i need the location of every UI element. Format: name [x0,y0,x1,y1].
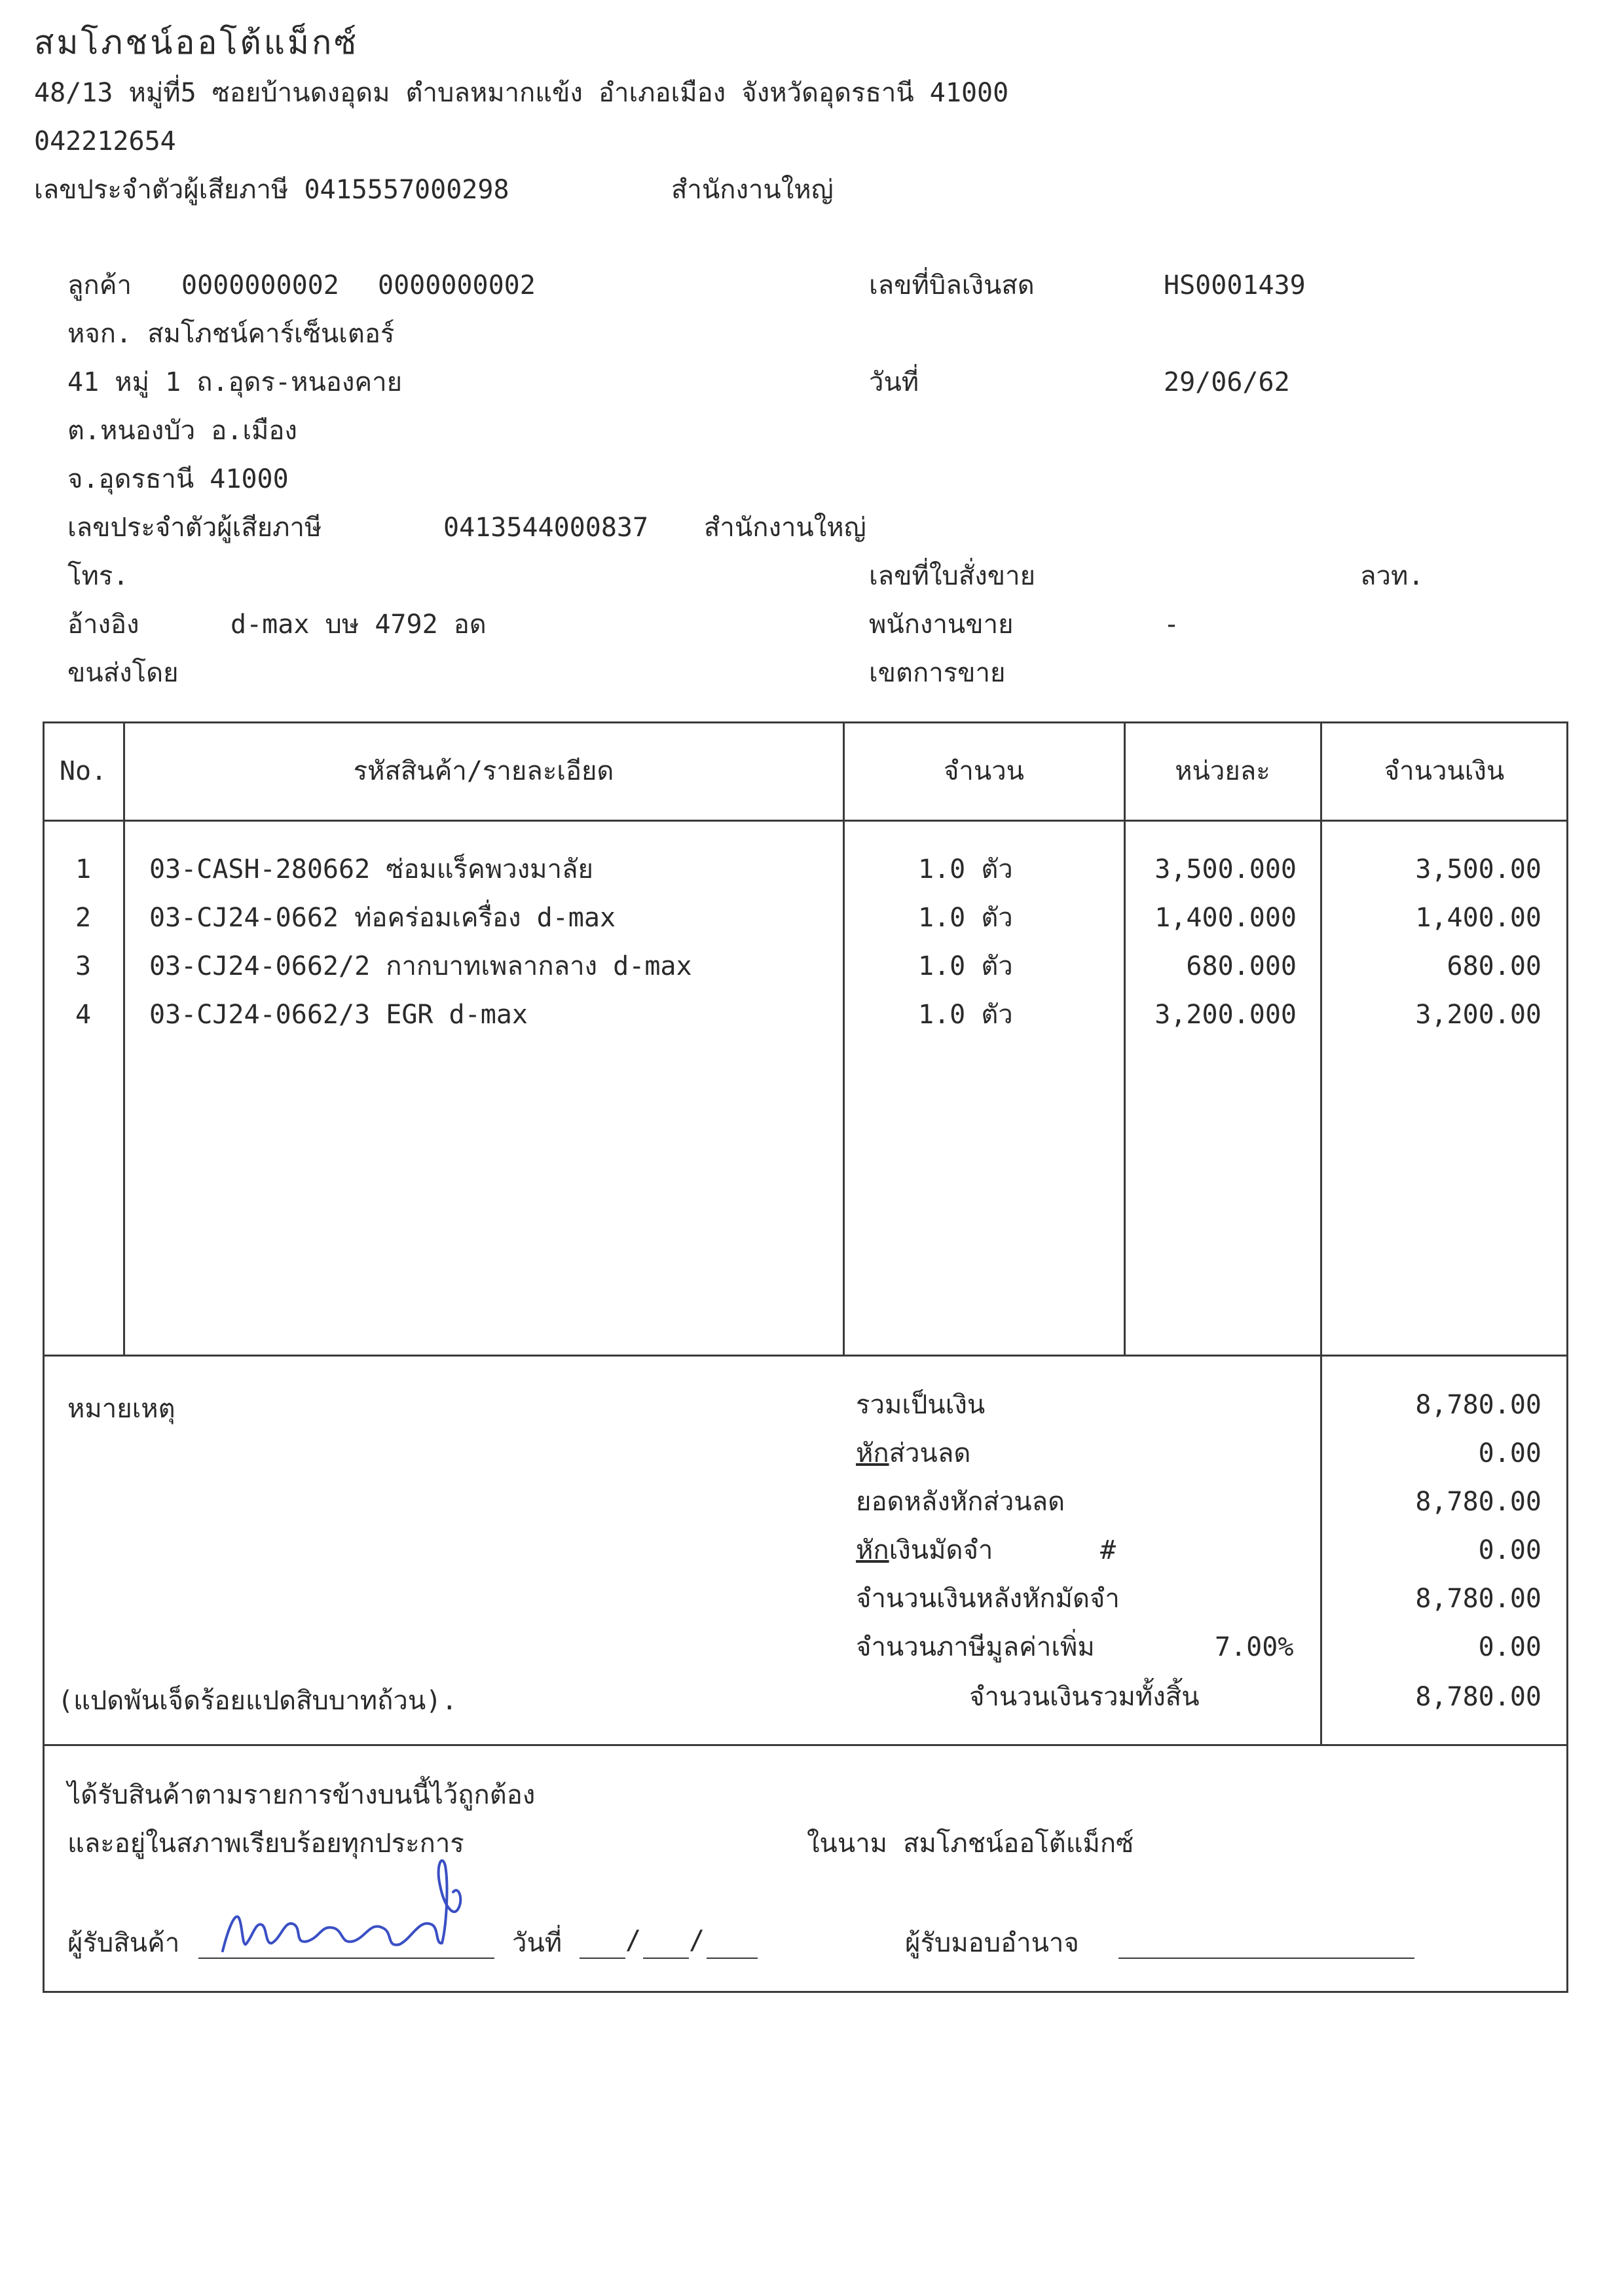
reference-value: d-max บษ 4792 อด [231,610,487,640]
discount-label [856,1440,970,1467]
salesperson-value: - [1164,610,1180,640]
customer-address-2: ต.หนองบัว อ.เมือง [67,416,297,446]
row-description: 03-CJ24-0662 ท่อคร่อมเครื่อง d-max [149,903,616,933]
company-branch: สำนักงานใหญ่ [671,175,834,205]
shipping-label: ขนส่งโดย [67,658,179,688]
row-no: 3 [75,951,92,981]
row-amount: 1,400.00 [1415,903,1541,933]
customer-branch: สำนักงานใหญ่ [704,513,866,543]
row-description: 03-CJ24-0662/2 กากบาทเพลากลาง d-max [149,951,692,981]
customer-name: หจก. สมโภชน์คาร์เซ็นเตอร์ [67,319,395,349]
row-quantity: 1.0 ตัว [918,1000,1013,1030]
deposit-label [856,1537,993,1563]
vat-label: จำนวนภาษีมูลค่าเพิ่ม [856,1632,1095,1662]
receiver-label: ผู้รับสินค้า [67,1928,180,1958]
row-unit-price: 3,200.000 [1154,1000,1297,1030]
customer-address-1: 41 หมู่ 1 ถ.อุดร-หนองคาย [67,367,403,397]
date-separator: / [689,1925,705,1956]
deposit-label-rest: เงินมัดจำ [889,1535,993,1565]
customer-code-2: 0000000002 [378,270,536,301]
header-quantity: จำนวน [943,756,1025,786]
after-deposit-value: 8,780.00 [1415,1584,1541,1614]
customer-tax-label: เลขประจำตัวผู้เสียภาษี [67,513,322,543]
row-no: 2 [75,903,92,933]
sales-area-label: เขตการขาย [869,658,1006,688]
company-tax-id: เลขประจำตัวผู้เสียภาษี 0415557000298 [34,175,509,205]
receipt-date-label: วันที่ [512,1928,563,1958]
company-address: 48/13 หมู่ที่5 ซอยบ้านดงอุดม ตำบลหมากแข้ง อำเภอเมือง จังหวัดอุดรธานี 41000 [34,78,1009,108]
after-discount-value: 8,780.00 [1415,1487,1541,1517]
subtotal-label: รวมเป็นเงิน [856,1390,986,1420]
column-divider [843,721,845,1357]
header-amount: จำนวนเงิน [1384,756,1505,786]
row-description: 03-CJ24-0662/3 EGR d-max [149,1000,528,1030]
salesperson-label: พนักงานขาย [869,610,1014,640]
header-unit-price: หน่วยละ [1175,756,1270,786]
receiver-signature [210,1846,485,1964]
row-amount: 3,500.00 [1415,854,1541,884]
grand-total-label: จำนวนเงินรวมทั้งสิ้น [969,1682,1200,1712]
deposit-value: 0.00 [1478,1535,1541,1565]
discount-label-rest: ส่วนลด [889,1438,971,1468]
receipt-year-blank [707,1958,758,1959]
grand-total-value: 8,780.00 [1415,1682,1541,1712]
column-divider [1124,721,1126,1357]
discount-value: 0.00 [1478,1438,1541,1468]
row-unit-price: 680.000 [1186,951,1297,981]
receipt-month-blank [643,1958,689,1959]
received-statement-2: และอยู่ในสภาพเรียบร้อยทุกประการ [67,1829,464,1859]
received-statement-1: ได้รับสินค้าตามรายการข้างบนนี้ไว้ถูกต้อง [67,1780,536,1810]
receipt-day-blank [580,1958,625,1959]
remark-label: หมายเหตุ [67,1394,175,1424]
date-label: วันที่ [869,367,919,397]
deposit-label-prefix: หัก [856,1535,889,1565]
authorized-label: ผู้รับมอบอำนาจ [905,1928,1079,1958]
customer-label: ลูกค้า [67,270,132,301]
after-deposit-label: จำนวนเงินหลังหักมัดจำ [856,1584,1120,1614]
row-quantity: 1.0 ตัว [918,903,1013,933]
customer-tax-id: 0413544000837 [443,513,649,543]
column-divider [123,721,125,1357]
amount-in-words: (แปดพันเจ็ดร้อยแปดสิบบาทถ้วน). [58,1686,458,1716]
table-header-divider [43,820,1568,822]
customer-address-3: จ.อุดรธานี 41000 [67,464,289,494]
customer-code: 0000000002 [181,270,339,301]
after-discount-label: ยอดหลังหักส่วนลด [856,1487,1065,1517]
customer-phone-label: โทร. [67,561,129,591]
company-phone: 042212654 [34,126,176,156]
deposit-hash: # [1100,1535,1116,1565]
row-quantity: 1.0 ตัว [918,951,1013,981]
vat-value: 0.00 [1478,1632,1541,1662]
row-unit-price: 3,500.000 [1154,854,1297,884]
company-name: สมโภชน์ออโต้แม็กซ์ [34,24,360,62]
sales-order-label: เลขที่ใบสั่งขาย [869,561,1036,591]
sales-order-value: ลวท. [1360,561,1424,591]
on-behalf-of: ในนาม สมโภชน์ออโต้แม็กซ์ [807,1829,1134,1859]
row-quantity: 1.0 ตัว [918,854,1013,884]
bill-number-label: เลขที่บิลเงินสด [869,270,1035,301]
row-no: 4 [75,1000,92,1030]
subtotal-value: 8,780.00 [1415,1390,1541,1420]
reference-label: อ้างอิง [67,610,139,640]
row-amount: 680.00 [1447,951,1541,981]
row-no: 1 [75,854,92,884]
row-unit-price: 1,400.000 [1154,903,1297,933]
column-divider [1320,721,1322,1357]
invoice-date: 29/06/62 [1164,367,1290,397]
vat-rate: 7.00% [1215,1632,1294,1662]
row-amount: 3,200.00 [1415,1000,1541,1030]
items-table [43,721,1568,1357]
header-description: รหัสสินค้า/รายละเอียด [353,756,614,786]
authorized-signature-line [1118,1958,1414,1959]
discount-label-prefix: หัก [856,1438,889,1468]
date-separator: / [625,1925,642,1956]
bill-number: HS0001439 [1164,270,1306,301]
row-description: 03-CASH-280662 ซ่อมแร็คพวงมาลัย [149,854,593,884]
header-no: No. [59,756,107,786]
